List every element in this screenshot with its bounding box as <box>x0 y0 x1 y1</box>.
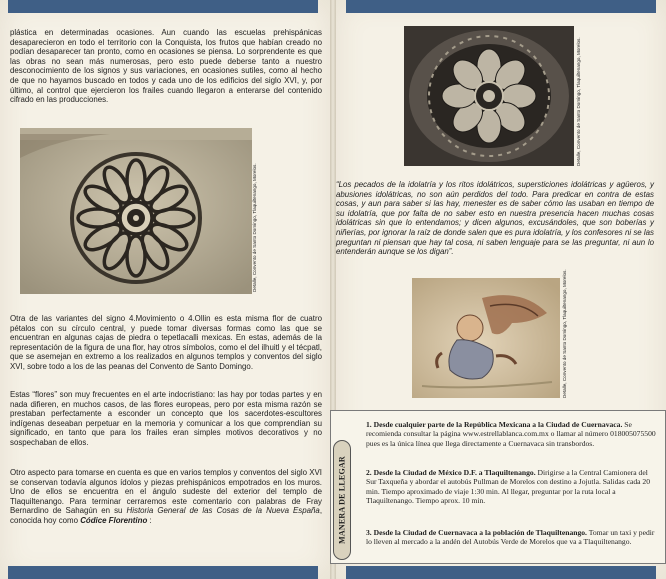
directions-item-2: 2. Desde la Ciudad de México D.F. a Tlaquiltenango. Dirigirse a la Central Camionera del Sur Taxqueña y abordar el autobús Pullman de Morelos con destino a Jojutla. Salidas cada 20 min. Tiempo aproximado de viaje 1:30 min. Al llegar, preguntar por la ruta local a Tlaquiltenango. Tiempo aprox. 10 min. <box>366 468 651 505</box>
angel-fresco-photo <box>412 278 560 398</box>
paragraph-flowers: Estas “flores” son muy frecuentes en el arte indocristiano: las hay por todas partes y en nada difieren, en muchos casos, de las flores europeas, pero por esta misma razón se prestaban perfectamente a esconder un concepto que los sacerdotes-escultores indígenas deseaban perpetuar en la memoria y comunicar a los que comprendían su significado, en tanto que para los frailes eran simples motivos decorativos y no sospechaban de ellos. <box>10 390 322 447</box>
rosette-relief-photo <box>404 26 574 166</box>
footer-bar-left <box>8 566 318 579</box>
directions-item-3: 3. Desde la Ciudad de Cuernavaca a la población de Tlaquiltenango. Tomar un taxi y pedir lo lleven al mercado a la andén del Autobús Verde de Morelos que va a Tlaquiltenango. <box>366 528 655 547</box>
photo-caption: Detalle, Convento de Santo Domingo, Tlaquiltenango, Morelos. <box>562 269 567 398</box>
carved-flower-photo <box>20 128 252 294</box>
header-bar-right <box>346 0 656 13</box>
paragraph-ollin: Otra de las variantes del signo 4.Movimiento o 4.Ollin es esta misma flor de cuatro pétalos con su círculo central, y puede tomar diversas formas como las que se encuentran en algunas cajas de piedra o tepetlacalli mexicas. En estas, además de la representación de la figura de una flor, hay otros símbolos, como el del ilhuitl y el técpatl, que se asemejan en extremo a los realizados en algunos templos y conventos del siglo XVI, sobre todo a los de las peanas del Convento de Santo Domingo. <box>10 314 322 371</box>
how-to-get-there-tab: MANERA DE LLEGAR <box>333 440 351 560</box>
paragraph-sahagun: Otro aspecto para tomarse en cuenta es que en varios templos y conventos del siglo XVI se conservan todavía algunos ídolos y piezas prehispánicos empotrados en los muros. Uno de ellos se encuentra en el ángulo sudeste del exterior del templo de Tlaquiltenango. Para terminar cerraremos este comentario con palabras de Fray Bernardino de Sahagún en su Historia General de las Cosas de la Nueva España, conocida hoy como Códice Florentino : <box>10 468 323 525</box>
paragraph-intro: plástica en determinadas ocasiones. Aun cuando las escuelas prehispánicas desaparecieron en todo el territorio con la Conquista, los frutos que habían creado no podían desaparecer tan pronto, como en ocasiones se piensa. Lo sorprendente es que las obras no sean más numerosas, pero esto puede deberse tanto a nuestro desconocimiento de los signos y sus variaciones, en ocasiones sutiles, como al hecho de que no hayamos buscado en todos y cada uno de los edificios del siglo XVI, y, por último, al control que ejercieron los frailes cuando llegaron a enterarse del contenido cifrado en las producciones. <box>10 28 322 105</box>
sahagun-quote: “Los pecados de la idolatría y los ritos idolátricos, supersticiones idolátricas y agüeros, y abusiones idolátricas, no son aún perdidos del todo. Para predicar en contra de estas cosas, y aun para saber si las hay, menester es de saber cómo las usaban en tiempo de su idolatría, que por falta de no saber esto en nuestra presencia hacen muchas cosas idolátricas sin que lo entendamos; y dicen algunos, excusándoles, que son boberías y niñerías, por ignorar la raíz de donde salen que es pura idolatría, y los confesores ni se las preguntan ni piensan que hay tal cosa, ni saben lenguaje para se las preguntar, ni aun lo entenderán aunque se los digan”. <box>336 180 654 257</box>
photo-caption: Detalle, Convento de Santo Domingo, Tlaquiltenango, Morelos. <box>252 163 257 292</box>
footer-bar-right <box>346 566 656 579</box>
header-bar-left <box>8 0 318 13</box>
directions-item-1: 1. Desde cualquier parte de la República Mexicana a la Ciudad de Cuernavaca. Se recomienda consultar la página www.estrellablanca.com.mx o llamar al número 018005075500 pues es la única línea que llega directamente a Cuernavaca sin transbordos. <box>366 420 656 448</box>
photo-caption: Detalle, Convento de Santo Domingo, Tlaquiltenango, Morelos. <box>576 37 581 166</box>
